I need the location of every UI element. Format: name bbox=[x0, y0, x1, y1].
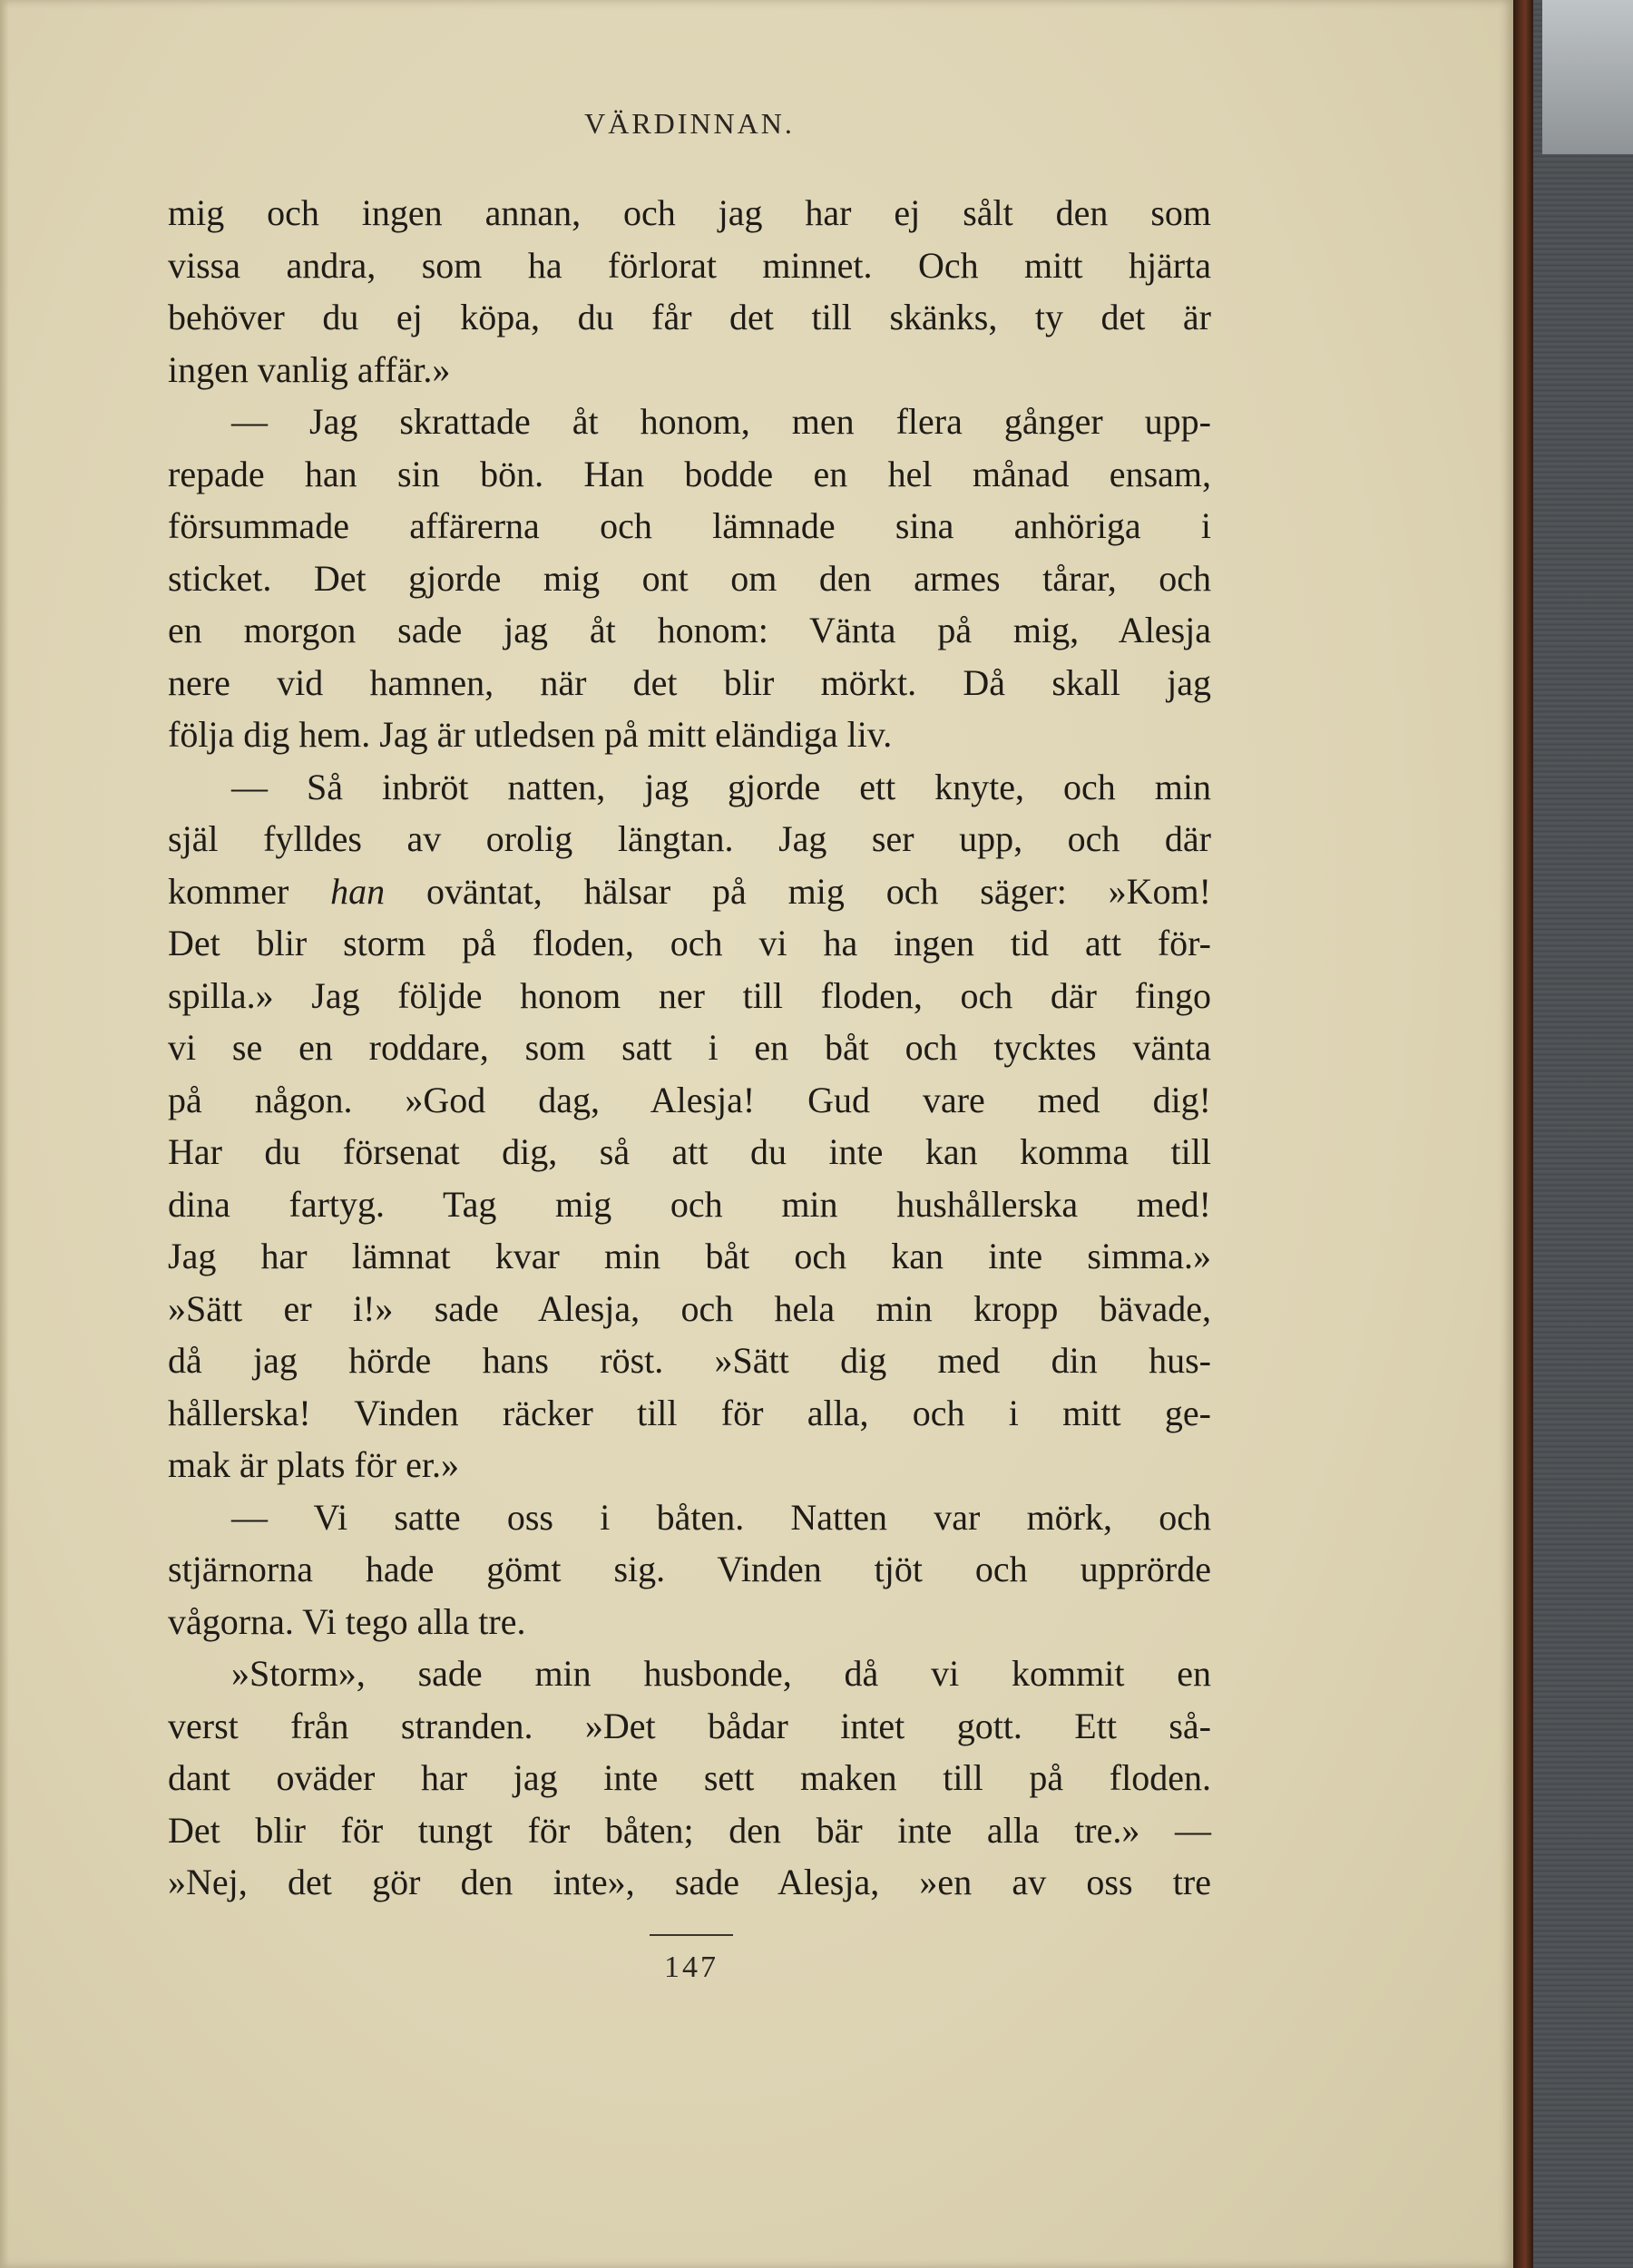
text-line: Det blir storm på floden, och vi ha ingen tid att för- bbox=[168, 923, 1211, 963]
text-line: »Sätt er i!» sade Alesja, och hela min kropp bävade, bbox=[168, 1287, 1211, 1329]
text-line: följa dig hem. Jag är utledsen på mitt eländiga liv. bbox=[168, 714, 893, 755]
text-line: sticket. Det gjorde mig ont om den armes tårar, och bbox=[168, 557, 1211, 599]
cover-label-strip bbox=[1542, 0, 1633, 154]
text-line: vi se en roddare, som satt i en båt och tycktes vänta bbox=[168, 1027, 1211, 1068]
text-line bbox=[168, 865, 1211, 918]
page-edge-shadow bbox=[0, 0, 9, 2268]
text-line: mak är plats för er.» bbox=[168, 1444, 459, 1485]
text-segment: oväntat, hälsar på mig och säger: »Kom! bbox=[385, 870, 1211, 912]
book-cover bbox=[1533, 0, 1633, 2268]
text-line: vågorna. Vi tego alla tre. bbox=[168, 1600, 526, 1642]
text-line: hållerska! Vinden räcker till för alla, och i mitt ge- bbox=[168, 1392, 1211, 1433]
text-line: stjärnorna hade gömt sig. Vinden tjöt och upprörde bbox=[168, 1549, 1211, 1589]
text-line: en morgon sade jag åt honom: Vänta på mig, Alesja bbox=[168, 610, 1211, 650]
emphasis-text: han bbox=[330, 870, 386, 912]
text-line: på någon. »God dag, Alesja! Gud vare med dig! bbox=[168, 1079, 1211, 1120]
text-line: »Nej, det gör den inte», sade Alesja, »en av oss tre bbox=[168, 1862, 1211, 1902]
text-line: verst från stranden. »Det bådar intet gott. Ett så- bbox=[168, 1705, 1211, 1746]
text-line: försummade affärerna och lämnade sina anhöriga i bbox=[168, 505, 1211, 546]
footer-rule bbox=[650, 1934, 733, 1936]
text-line: dina fartyg. Tag mig och min hushållerska med! bbox=[168, 1183, 1211, 1225]
text-line: — Jag skrattade åt honom, men flera gånger upp- bbox=[231, 401, 1211, 442]
page-number: 147 bbox=[664, 1950, 719, 1984]
text-segment: kommer bbox=[168, 870, 331, 912]
text-line: mig och ingen annan, och jag har ej sålt den som bbox=[168, 192, 1211, 233]
text-line: vissa andra, som ha förlorat minnet. Och mitt hjärta bbox=[168, 244, 1211, 286]
book-spine bbox=[1513, 0, 1533, 2268]
running-header: VÄRDINNAN. bbox=[584, 107, 795, 140]
text-line: själ fylldes av orolig längtan. Jag ser upp, och där bbox=[168, 818, 1211, 859]
text-line: dant oväder har jag inte sett maken till på floden. bbox=[168, 1757, 1211, 1798]
text-line: »Storm», sade min husbonde, då vi kommit en bbox=[231, 1653, 1211, 1694]
text-line: spilla.» Jag följde honom ner till floden, och där fingo bbox=[168, 974, 1211, 1016]
text-line: då jag hörde hans röst. »Sätt dig med din hus- bbox=[168, 1340, 1211, 1381]
text-line: — Vi satte oss i båten. Natten var mörk, och bbox=[231, 1496, 1211, 1538]
text-line: nere vid hamnen, när det blir mörkt. Då skall jag bbox=[168, 661, 1211, 703]
text-line: — Så inbröt natten, jag gjorde ett knyte, och min bbox=[231, 766, 1211, 807]
text-line: behöver du ej köpa, du får det till skänks, ty det är bbox=[168, 297, 1211, 337]
body-text bbox=[168, 187, 1211, 1909]
text-line: ingen vanlig affär.» bbox=[168, 348, 451, 390]
text-line: Det blir för tungt för båten; den bär inte alla tre.» — bbox=[168, 1809, 1211, 1851]
text-line: Jag har lämnat kvar min båt och kan inte simma.» bbox=[168, 1236, 1211, 1276]
text-line: repade han sin bön. Han bodde en hel månad ensam, bbox=[168, 453, 1211, 494]
text-line: Har du försenat dig, så att du inte kan komma till bbox=[168, 1131, 1211, 1172]
